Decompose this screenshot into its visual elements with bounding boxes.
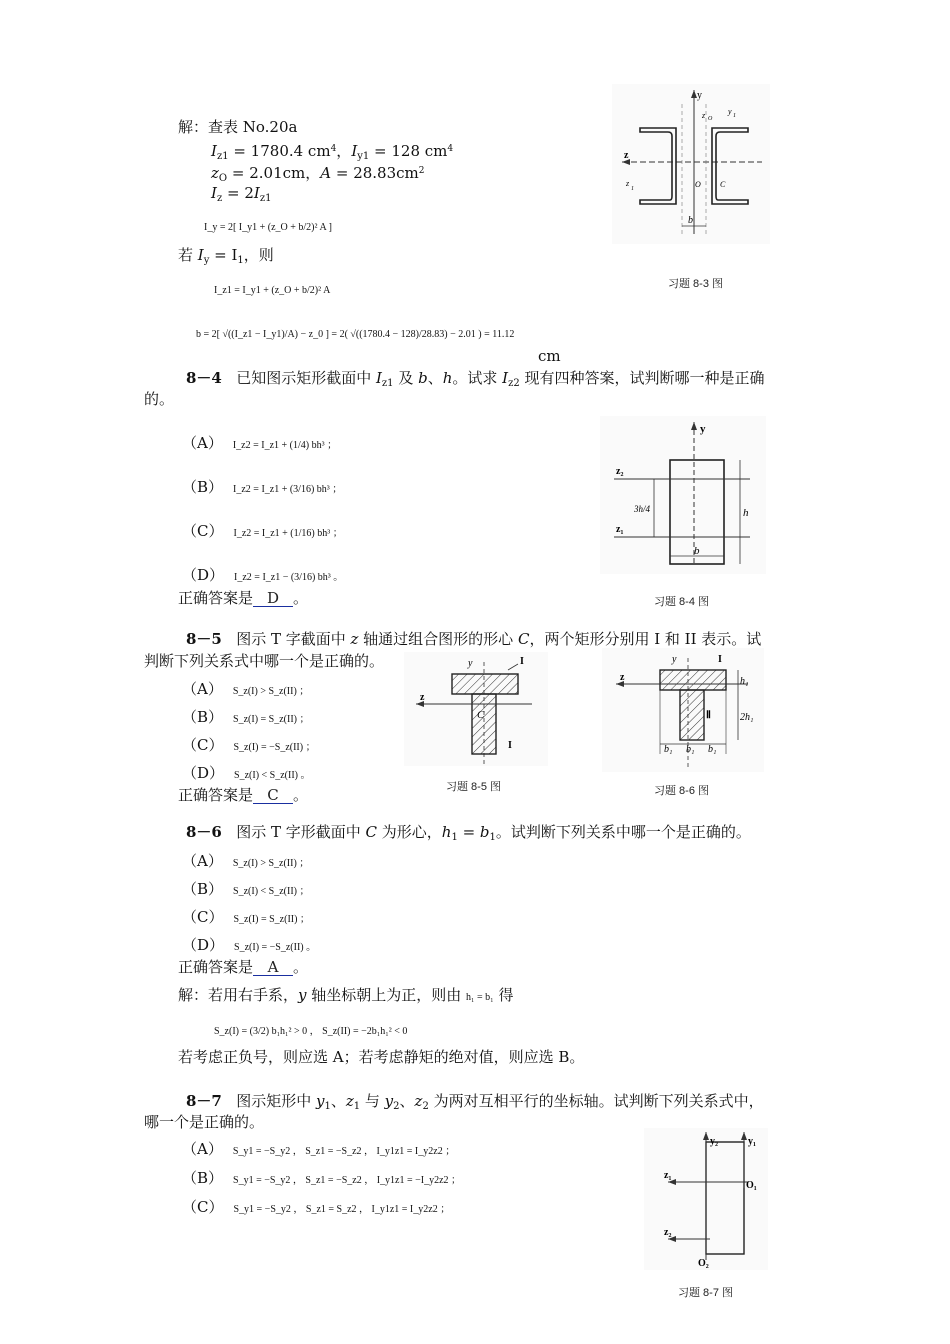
option-8-7-b: （B） S_y1 = −S_y2 ， S_z1 = −S_z2 ， I_y1z1 = −I_y2z2 ； xyxy=(182,1169,462,1187)
fig84-z2-label: z₂ xyxy=(616,466,624,477)
fig86-b1-mid: b₁ xyxy=(686,744,695,755)
figure-8-3 xyxy=(612,84,770,244)
fig83-y-label: y xyxy=(697,90,702,101)
fig87-O1-label: O₁ xyxy=(746,1180,757,1191)
fig87-z2-label: z₂ xyxy=(664,1227,672,1238)
fig86-y-label: y xyxy=(672,654,677,665)
option-8-6-a: （A） S_z(I) > S_z(II) ； xyxy=(182,852,310,870)
figure-8-6-caption: 习题 8-6 图 xyxy=(654,785,710,797)
fig87-O2-label: O₂ xyxy=(698,1258,709,1269)
answer-8-6: 正确答案是 A 。 xyxy=(178,958,309,976)
fig84-3h4-label: 3h/4 xyxy=(634,504,651,514)
fig85-I-label: I xyxy=(520,656,524,667)
unit-cm: cm xyxy=(538,347,561,365)
fig86-I-label: I xyxy=(718,654,722,665)
option-8-7-a: （A） S_y1 = −S_y2 ， S_z1 = −S_z2 ， I_y1z1 = I_y2z2 ； xyxy=(182,1140,456,1158)
web-rect-II xyxy=(472,694,496,754)
fig84-y-label: y xyxy=(700,423,706,435)
given-values-line: $I_{z1} = 1780.4$ $cm^4$，$I_{y1} = 128$ $cm^4$ xyxy=(211,142,454,162)
equation-iy: I_y = 2[ I_y1 + (z_O + b/2)² A ] xyxy=(204,222,332,233)
figure-8-7 xyxy=(644,1128,768,1270)
fig83-y1-label: y xyxy=(728,107,732,116)
flange-rect-I xyxy=(660,670,726,690)
fig86-b1-left: b₁ xyxy=(664,744,673,755)
figure-8-6 xyxy=(602,648,764,772)
option-8-4-a: （A） I_z2 = I_z1 + (1/4) bh³ ； xyxy=(182,434,338,452)
option-8-4-d: （D） I_z2 = I_z1 − (3/16) bh³ 。 xyxy=(182,566,344,584)
answer-8-6-value: A xyxy=(253,960,293,976)
fig86-h1-label: h₁ xyxy=(740,676,749,687)
solution-8-6: 解：若用右手系，y 轴坐标朝上为正，则由 h₁ = b₁ 得 xyxy=(178,986,514,1004)
option-8-5-d: （D） S_z(I) < S_z(II) 。 xyxy=(182,764,311,782)
fig86-II-label: Ⅱ xyxy=(706,710,711,721)
option-8-7-c: （C） S_y1 = −S_y2 ， S_z1 = S_z2 ， I_y1z1 = I_y2z2 ； xyxy=(182,1198,451,1216)
figure-8-7-caption: 习题 8-7 图 xyxy=(678,1287,734,1299)
right-channel xyxy=(712,128,748,204)
answer-8-5: 正确答案是 C 。 xyxy=(178,786,309,804)
problem-8-7-text-cont: 哪一个是正确的。 xyxy=(144,1113,265,1131)
problem-8-4-text-cont: 的。 xyxy=(144,390,175,408)
flange-rect-I xyxy=(452,674,518,694)
fig84-z1-label: z₁ xyxy=(616,524,624,535)
option-8-6-b: （B） S_z(I) < S_z(II) ； xyxy=(182,880,310,898)
problem-8-5-text-cont: 判断下列关系式中哪一个是正确的。 xyxy=(144,652,385,670)
figure-8-5-caption: 习题 8-5 图 xyxy=(446,781,502,793)
problem-8-7-text: 8－7 图示矩形中 $y_1$、$z_1$ 与 $y_2$、$z_2$ 为两对互相平行的坐标轴。试判断下列关系式中， xyxy=(186,1092,764,1112)
solution-heading: 解：查表 No.20a xyxy=(178,118,298,136)
fig85-z-label: z xyxy=(420,692,425,703)
svg-text:1: 1 xyxy=(631,186,634,192)
problem-8-5-text: 8－5 图示 T 字截面中 z 轴通过组合图形的形心 C，两个矩形分别用 I 和 II 表示。试 xyxy=(186,630,762,648)
figure-8-4 xyxy=(600,416,766,574)
answer-8-5-value: C xyxy=(253,788,293,804)
fig83-o-label: O xyxy=(695,180,701,189)
fig87-y2-label: y₂ xyxy=(710,1136,718,1147)
fig83-c-label: C xyxy=(720,180,726,189)
figure-8-5 xyxy=(404,652,548,766)
problem-8-6-text: 8－6 图示 T 字形截面中 C 为形心，$h_1 = b_1$。试判断下列关系中哪一个是正确的。 xyxy=(186,823,751,843)
option-8-5-c: （C） S_z(I) = −S_z(II) ； xyxy=(182,736,316,754)
fig85-C-label: C xyxy=(477,709,485,721)
svg-text:1: 1 xyxy=(733,113,736,119)
fig83-z1-label: z xyxy=(626,179,630,188)
rectangle-section xyxy=(706,1142,744,1254)
option-8-5-b: （B） S_z(I) = S_z(II) ； xyxy=(182,708,310,726)
fig83-b-label: b xyxy=(688,215,693,226)
option-8-4-b: （B） I_z2 = I_z1 + (3/16) bh³ ； xyxy=(182,478,343,496)
equation-iz1: I_z1 = I_y1 + (z_O + b/2)² A xyxy=(214,285,331,296)
fig86-2h1-label: 2h₁ xyxy=(740,712,754,723)
equation-b: b = 2[ √((I_z1 − I_y1)/A) − z_0 ] = 2( √((1780.4 − 128)/28.83) − 2.01 ) = 11.12 xyxy=(196,329,515,340)
fig84-b-label: b xyxy=(694,545,700,557)
fig87-z1-label: z₁ xyxy=(664,1170,672,1181)
left-channel xyxy=(640,128,676,204)
fig84-h-label: h xyxy=(743,507,749,519)
fig86-b1-right: b₁ xyxy=(708,744,717,755)
problem-8-4-text: 8－4 已知图示矩形截面中 $I_{z1}$ 及 b、h。试求 $I_{z2}$ 现有四种答案，试判断哪一种是正确 xyxy=(186,369,765,389)
figure-8-3-caption: 习题 8-3 图 xyxy=(668,278,724,290)
figure-8-4-caption: 习题 8-4 图 xyxy=(654,596,710,608)
web-rect-II xyxy=(680,690,704,740)
option-8-5-a: （A） S_z(I) > S_z(II) ； xyxy=(182,680,310,698)
equation-8-6: S_z(I) = (3/2) b₁h₁² > 0 ， S_z(II) = −2b₁h₁² < 0 xyxy=(214,1026,408,1037)
fig83-z-label: z xyxy=(624,150,629,161)
answer-8-4: 正确答案是 D 。 xyxy=(178,589,309,607)
answer-8-4-value: D xyxy=(253,591,293,607)
iz-relation-line: $I_z = 2I_{z1}$ xyxy=(211,184,272,204)
option-8-6-d: （D） S_z(I) = −S_z(II) 。 xyxy=(182,936,317,954)
option-8-4-c: （C） I_z2 = I_z1 + (1/16) bh³ ； xyxy=(182,522,343,540)
option-8-6-c: （C） S_z(I) = S_z(II) ； xyxy=(182,908,310,926)
fig87-y1-label: y₁ xyxy=(748,1136,756,1147)
solution-8-6-conclusion: 若考虑正负号，则应选 A；若考虑静矩的绝对值，则应选 B。 xyxy=(178,1048,585,1066)
fig85-y-label: y xyxy=(468,658,473,669)
fig85-II-label: I xyxy=(508,740,512,751)
centroid-area-line: $z_O = 2.01cm$，$A = 28.83cm^2$ xyxy=(211,164,425,184)
condition-line: 若 $I_y = I_1$，则 xyxy=(178,246,274,266)
svg-text:O: O xyxy=(708,116,713,122)
fig86-z-label: z xyxy=(620,672,625,683)
fig83-zo-label: z xyxy=(702,111,706,120)
